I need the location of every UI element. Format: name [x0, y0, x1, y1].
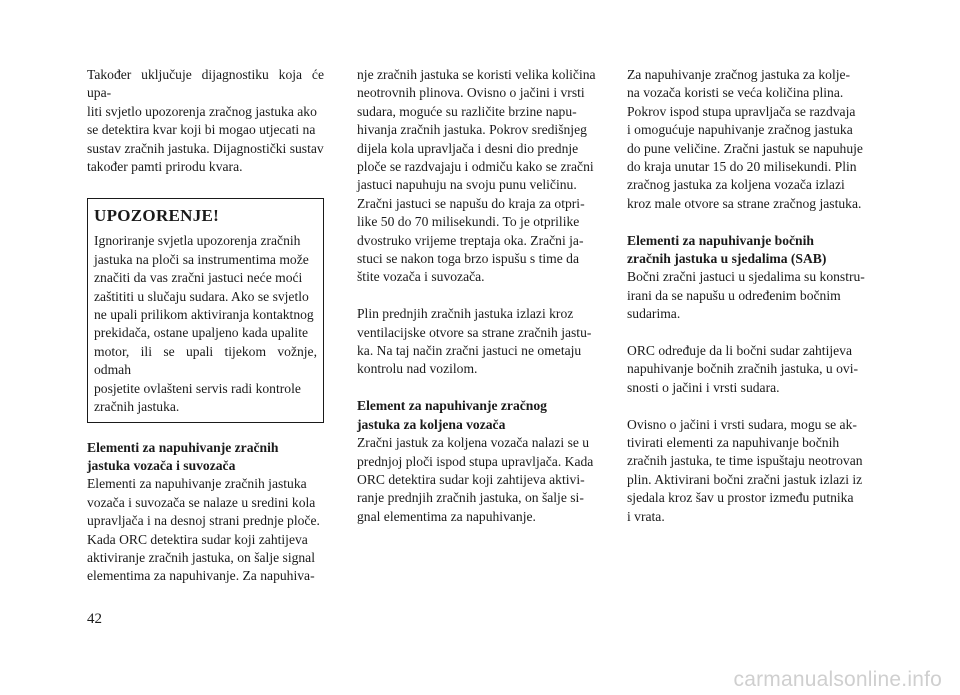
section-paragraph: Ovisno o jačini i vrsti sudara, mogu se ak- tivirati elementi za napuhivanje bočnih zračnih jastuka, te time ispuštaju neotrovan plin. Aktivirani bočni zračni jastuk izlazi iz sjedala kroz šav u prostor između putnika i vrata.: [627, 416, 863, 524]
warning-text: Ignoriranje svjetla upozorenja zračnih jastuka na ploči sa instrumentima može značiti da vas zračni jastuci neće moći zaštititi u slučaju sudara. Ako se svjetlo ne upali prilikom aktiviranja kontaktnog prekidača, ostane upaljeno kada upalite motor, ili se upali tijekom vožnje, odmah posjetite ovlašteni servis radi kontrole zračnih jastuka.: [94, 233, 317, 415]
section-heading-side-airbags: Elementi za napuhivanje bočnih zračnih jastuka u sjedalima (SAB): [627, 232, 827, 267]
column-right: [627, 66, 869, 526]
warning-box: [87, 198, 324, 422]
section-paragraph: Za napuhivanje zračnog jastuka za kolje- na vozača koristi se veća količina plina. Pokrov ispod stupa upravljača se razdvaja i omogućuje napuhivanje zračnog jastuka do pune veličine. Zračni jastuk se napuhuje do kraja unutar 15 do 20 milisekundi. Plin zračnog jastuka za koljena vozača izlazi kroz male otvore sa strane zračnog jastuka.: [627, 67, 863, 211]
watermark: carmanualsonline.info: [733, 668, 942, 691]
section-paragraph: Zračni jastuk za koljena vozača nalazi se u prednjoj ploči ispod stupa upravljača. Kada ORC detektira sudar koji zahtijeva aktivi- ranje prednjih zračnih jastuka, on šalje si- gnal elementima za napuhivanje.: [357, 435, 594, 524]
section-paragraph: Bočni zračni jastuci u sjedalima su konstru- irani da se napušu u određenim bočnim sudarima.: [627, 269, 865, 322]
page-number: 42: [87, 611, 102, 627]
section-heading-driver-passenger: Elementi za napuhivanje zračnih jastuka vozača i suvozača: [87, 439, 279, 473]
warning-title: UPOZORENJE!: [94, 206, 220, 226]
column-left: [87, 66, 324, 586]
section-heading-knee-airbag: Element za napuhivanje zračnog jastuka za koljena vozača: [357, 398, 547, 432]
section-paragraph: Elementi za napuhivanje zračnih jastuka vozača i suvozača se nalaze u sredini kola upravljača i na desnoj strani prednje ploče. Kada ORC detektira sudar koji zahtijeva aktiviranje zračnih jastuka, on šalje signal elementima za napuhivanje. Za napuhiva-: [87, 476, 320, 584]
section-paragraph: nje zračnih jastuka se koristi velika količina neotrovnih plinova. Ovisno o jačini i vrsti sudara, moguće su različite brzine napu- hivanja zračnih jastuka. Pokrov središnjeg dijela kola upravljača i desni dio prednje ploče se razdvajaju i odmiču kako se zračni jastuci napuhuju na svoju punu veličinu. Zračni jastuci se napušu do kraja za otpri- like 50 do 70 milisekundi. To je otprilike dvostruko vrijeme treptaja oka. Zračni ja- stuci se nakon toga brzo ispušu s time da štite vozača i suvozača.: [357, 67, 596, 285]
intro-paragraph: Također uključuje dijagnostiku koja će upa- liti svjetlo upozorenja zračnog jastuka ako se detektira kvar koji bi mogao utjecati na sustav zračnih jastuka. Dijagnostički sustav također pamti prirodu kvara.: [87, 67, 324, 175]
column-middle: [357, 66, 599, 526]
section-paragraph: ORC određuje da li bočni sudar zahtijeva napuhivanje bočnih zračnih jastuka, u ovi- snosti o jačini i vrsti sudara.: [627, 343, 859, 395]
section-paragraph: Plin prednjih zračnih jastuka izlazi kroz ventilacijske otvore sa strane zračnih jastu- ka. Na taj način zračni jastuci ne ometaju kontrolu nad vozilom.: [357, 306, 592, 377]
